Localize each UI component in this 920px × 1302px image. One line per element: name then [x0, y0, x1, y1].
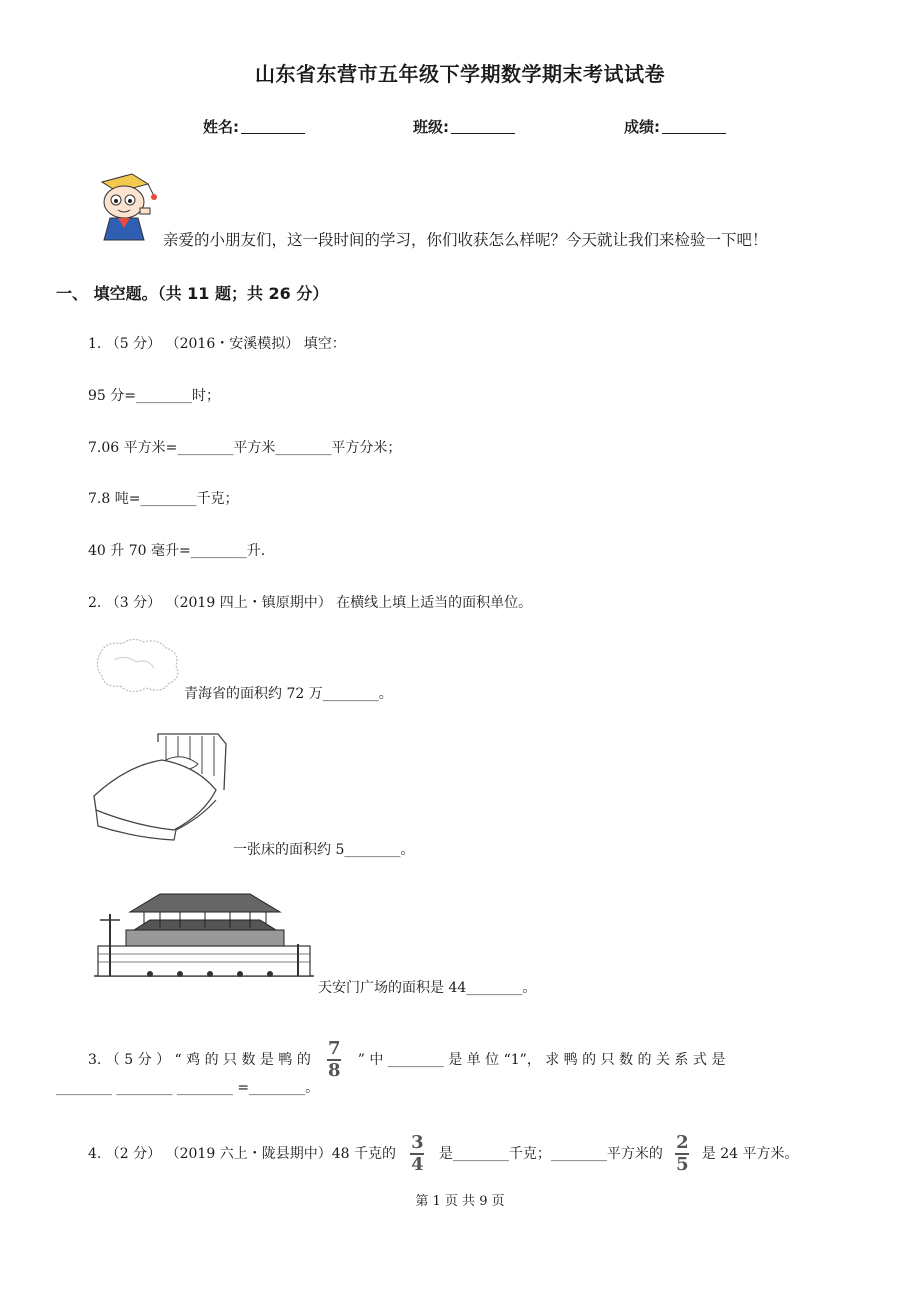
greeting-text: 亲爱的小朋友们，这一段时间的学习，你们收获怎么样呢？今天就让我们来检验一下吧！: [163, 231, 768, 249]
score-label: 成绩:: [624, 118, 660, 136]
q1-line-3: 7.8 吨=________千克；: [88, 491, 239, 507]
tiananmen-image: [90, 884, 318, 984]
q4-part-3: 是 24 平方米。: [701, 1146, 799, 1162]
q1-line-2: 7.06 平方米=________平方米________平方分米；: [88, 440, 402, 456]
class-label: 班级:: [413, 118, 449, 136]
q2-stem: 2. （3 分） （2019 四上・镇原期中） 在横线上填上适当的面积单位。: [88, 595, 533, 611]
q2-item-b: 一张床的面积约 5________。: [233, 842, 415, 858]
q4-line: [88, 1134, 799, 1174]
q4-frac1-den: 4: [411, 1154, 424, 1175]
bed-image: [86, 730, 232, 842]
q1-line-1: 95 分=________时；: [88, 388, 220, 404]
name-label: 姓名:: [203, 118, 239, 136]
score-blank[interactable]: [662, 119, 726, 134]
q3-part-2: ” 中 ________ 是 单 位 “1”， 求 鸭 的 只 数 的 关 系 式 是: [357, 1052, 726, 1068]
score-field[interactable]: [624, 116, 726, 137]
mascot-illustration: [88, 168, 164, 246]
q4-frac2-num: 2: [676, 1132, 689, 1153]
class-blank[interactable]: [451, 119, 515, 134]
q2-item-a: 青海省的面积约 72 万________。: [184, 686, 393, 702]
q4-part-2: 是________千克；________平方米的: [438, 1146, 663, 1162]
page-footer: 第 1 页 共 9 页: [415, 1194, 505, 1209]
name-field[interactable]: [203, 116, 305, 137]
q4-frac1-num: 3: [411, 1132, 424, 1153]
page-title: 山东省东营市五年级下学期数学期末考试试卷: [255, 62, 665, 86]
q1-line-4: 40 升 70 毫升=________升.: [88, 543, 266, 559]
q4-fraction-1: [410, 1134, 424, 1174]
q4-fraction-2: [675, 1134, 689, 1174]
q4-frac2-den: 5: [676, 1154, 689, 1175]
q2-item-c: 天安门广场的面积是 44________。: [318, 980, 537, 996]
section-header-fill-in: 一、 填空题。（共 11 题；共 26 分）: [56, 284, 329, 303]
q3-frac-den: 8: [328, 1060, 341, 1081]
q3-line-1: [88, 1040, 725, 1080]
q3-fraction: [327, 1040, 341, 1080]
q3-frac-num: 7: [328, 1038, 341, 1059]
q1-stem: 1. （5 分） （2016・安溪模拟） 填空：: [88, 336, 346, 352]
q3-line-2: ________ ________ ________ =________。: [56, 1080, 320, 1096]
qinghai-map-image: [92, 632, 184, 698]
q3-part-1: 3. （ 5 分 ） “ 鸡 的 只 数 是 鸭 的: [88, 1052, 311, 1068]
q4-part-1: 4. （2 分） （2019 六上・陇县期中）48 千克的: [88, 1146, 396, 1162]
name-blank[interactable]: [241, 119, 305, 134]
class-field[interactable]: [413, 116, 515, 137]
